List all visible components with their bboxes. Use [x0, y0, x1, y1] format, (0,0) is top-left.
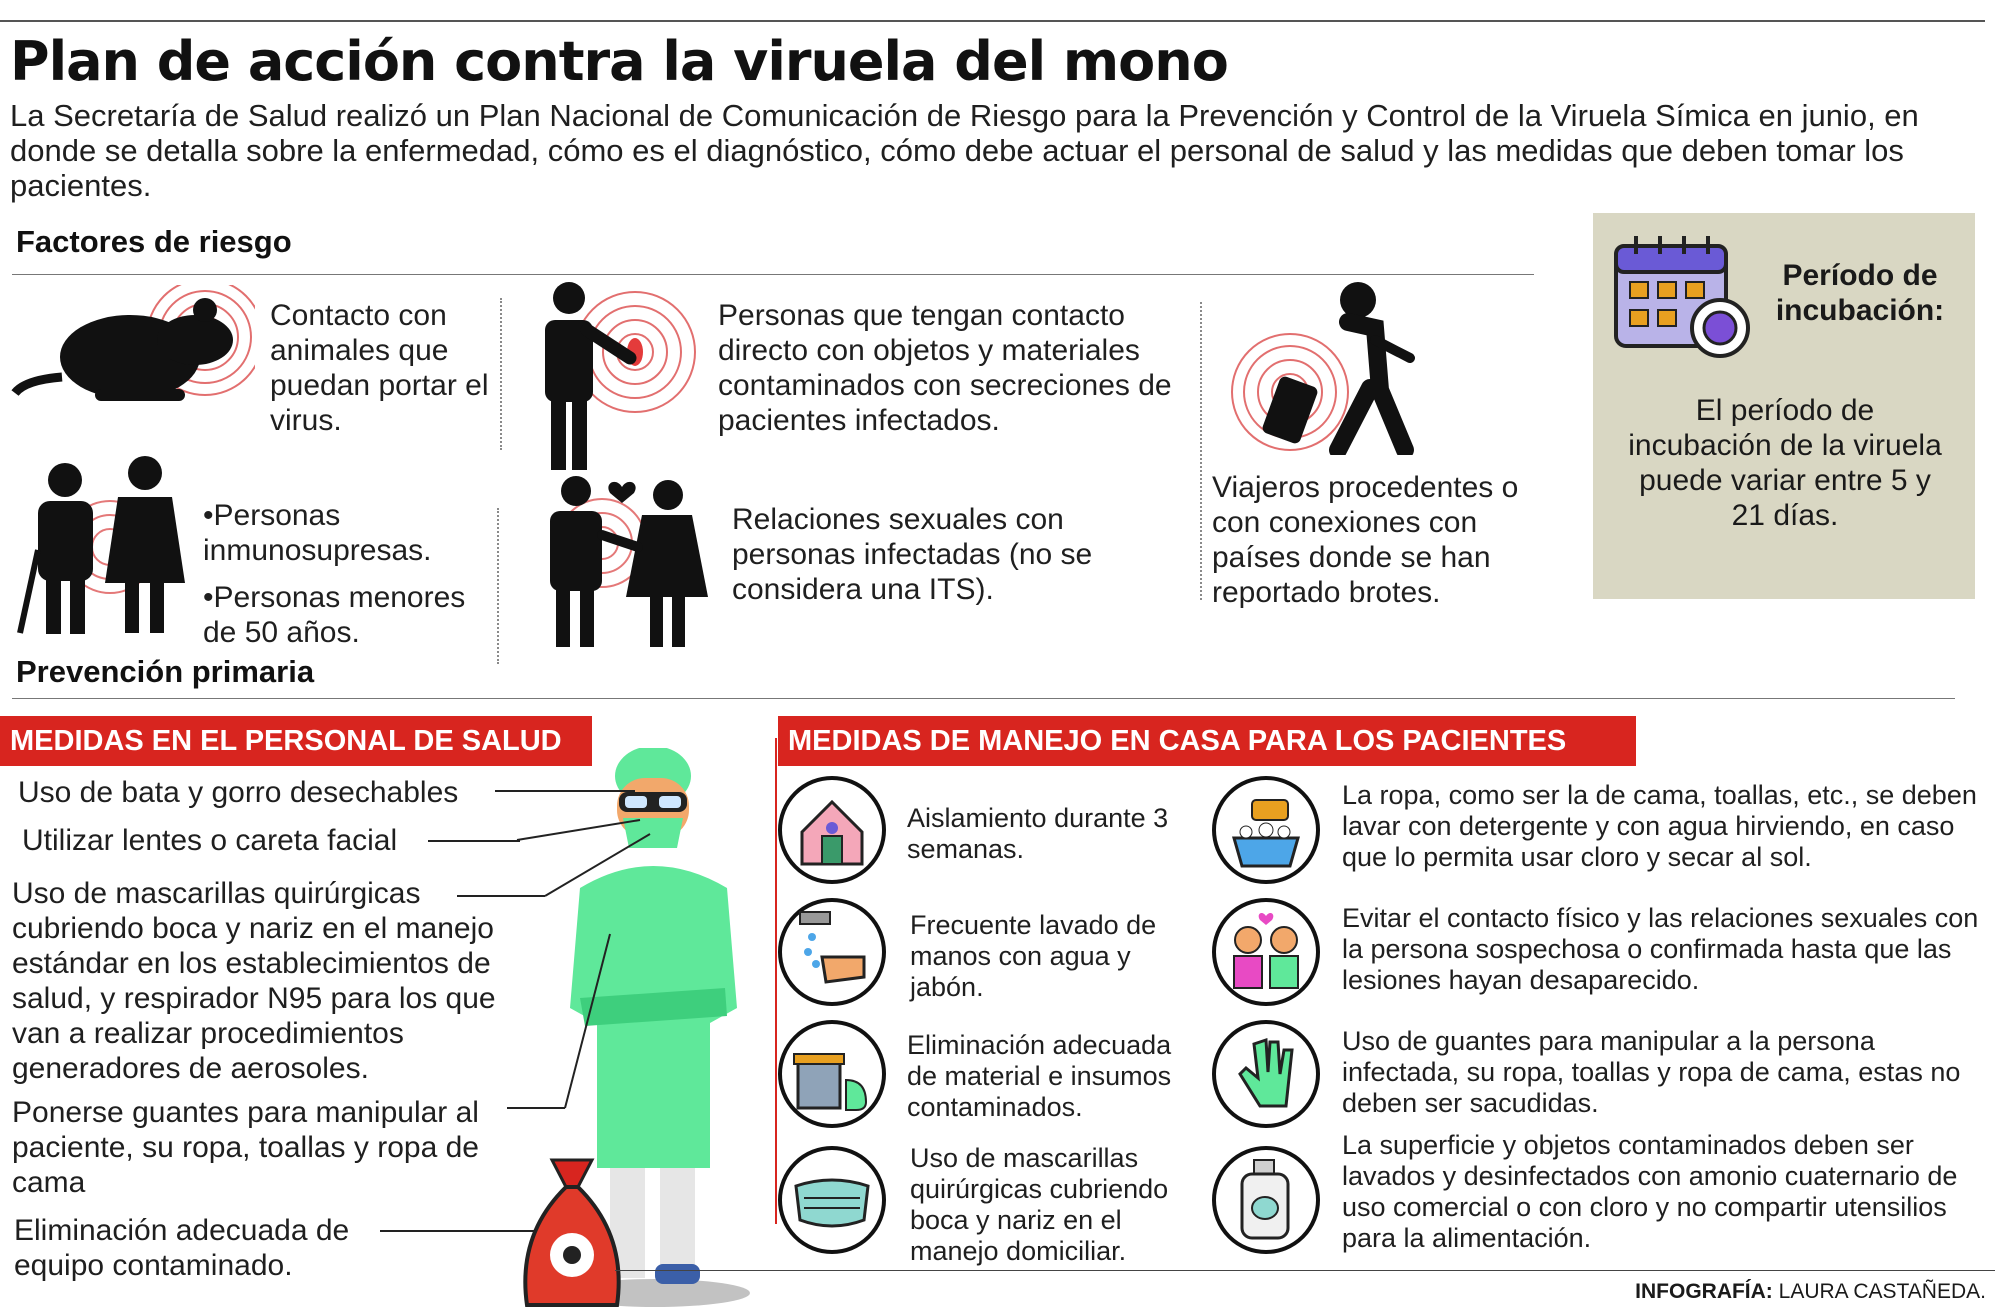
risk-heading: Factores de riesgo — [16, 224, 292, 259]
staff-item: Uso de mascarillas quirúrgicas cubriendo boca y nariz en el manejo estándar en los establecimientos de salud, y respirador N95 para los que van a realizar procedimientos generadores de aerosoles. — [12, 877, 496, 1085]
couple-icon — [530, 475, 715, 650]
handwash-icon — [778, 898, 886, 1006]
section-divider — [775, 738, 777, 1224]
incubation-body: El período de incubación de la viruela puede variar entre 5 y 21 días. — [1628, 394, 1942, 532]
home-item-text: Eliminación adecuada de material e insumos contaminados. — [907, 1030, 1172, 1122]
staff-item: Eliminación adecuada de equipo contaminado. — [14, 1214, 350, 1282]
credit-name: LAURA CASTAÑEDA. — [1778, 1280, 1986, 1303]
house-isolation-icon — [778, 776, 886, 884]
risk-item-text: Relaciones sexuales con personas infectadas (no se considera una ITS). — [732, 503, 1093, 606]
leader-line — [380, 1230, 535, 1232]
page-title: Plan de acción contra la viruela del mono — [10, 30, 1228, 93]
laundry-icon — [1212, 776, 1320, 884]
traveler-icon — [1230, 280, 1420, 455]
staff-item: Uso de bata y gorro desechables — [18, 776, 459, 809]
calendar-virus-icon — [1610, 228, 1755, 363]
credit-label: INFOGRAFÍA: — [1635, 1280, 1773, 1303]
leader-line — [455, 830, 655, 900]
home-item-text: La ropa, como ser la de cama, toallas, etc., se deben lavar con detergente y con agua hirviendo, en caso que lo permita usar cloro y secar al sol. — [1342, 780, 1977, 872]
incubation-title: Período de incubación: — [1775, 259, 1945, 327]
risk-item-text: Personas que tengan contacto directo con objetos y materiales contaminados con secreciones de pacientes infectados. — [718, 299, 1172, 437]
risk-item-text: Contacto con animales que puedan portar el virus. — [270, 299, 489, 437]
bottom-rule — [615, 1270, 1995, 1271]
person-touching-icon — [525, 280, 710, 475]
home-item-text: Aislamiento durante 3 semanas. — [907, 803, 1169, 864]
home-banner: MEDIDAS DE MANEJO EN CASA PARA LOS PACIENTES — [778, 716, 1636, 766]
divider — [500, 298, 502, 450]
top-rule — [0, 20, 1985, 22]
risk-rule — [12, 274, 1534, 275]
home-item-text: Uso de mascarillas quirúrgicas cubriendo boca y nariz en el manejo domiciliar. — [910, 1143, 1169, 1266]
divider — [1200, 302, 1202, 600]
home-item-text: Uso de guantes para manipular a la persona infectada, su ropa, toallas y ropa de cama, estas no deben ser sacudidas. — [1342, 1026, 1961, 1118]
leader-line — [505, 930, 615, 1115]
prevention-heading: Prevención primaria — [16, 654, 315, 689]
couple-avoid-icon — [1212, 898, 1320, 1006]
home-item-text: Frecuente lavado de manos con agua y jabón. — [910, 910, 1157, 1002]
risk-bullet: •Personas menores de 50 años. — [203, 581, 466, 649]
disinfectant-icon — [1212, 1146, 1320, 1254]
elderly-couple-icon — [10, 455, 200, 640]
risk-item-text: Viajeros procedentes o con conexiones con países donde se han reportado brotes. — [1212, 471, 1519, 609]
rat-icon — [10, 285, 255, 415]
staff-banner: MEDIDAS EN EL PERSONAL DE SALUD — [0, 716, 592, 766]
mask-icon — [778, 1146, 886, 1254]
intro-paragraph: La Secretaría de Salud realizó un Plan Nacional de Comunicación de Riesgo para la Prevención y Control de la Viruela Símica en junio, en donde se detalla sobre la enfermedad, cómo es el diagnóstico, cómo debe actuar el personal de salud y las medidas que deben tomar los pacientes. — [10, 98, 1919, 203]
biohazard-bag-icon — [512, 1155, 632, 1309]
trash-icon — [778, 1020, 886, 1128]
glove-icon — [1212, 1020, 1320, 1128]
staff-item: Utilizar lentes o careta facial — [22, 824, 398, 857]
credit — [1635, 1280, 1986, 1304]
risk-bullet: •Personas inmunosupresas. — [203, 499, 432, 567]
staff-item: Ponerse guantes para manipular al paciente, su ropa, toallas y ropa de cama — [12, 1096, 479, 1199]
leader-line — [495, 790, 635, 792]
home-item-text: La superficie y objetos contaminados deben ser lavados y desinfectados con amonio cuaternario de uso comercial o con cloro y no compartir utensilios para la alimentación. — [1342, 1130, 1958, 1253]
prevention-rule — [12, 698, 1955, 699]
home-item-text: Evitar el contacto físico y las relaciones sexuales con la persona sospechosa o confirmada hasta que las lesiones hayan desaparecido. — [1342, 903, 1979, 995]
